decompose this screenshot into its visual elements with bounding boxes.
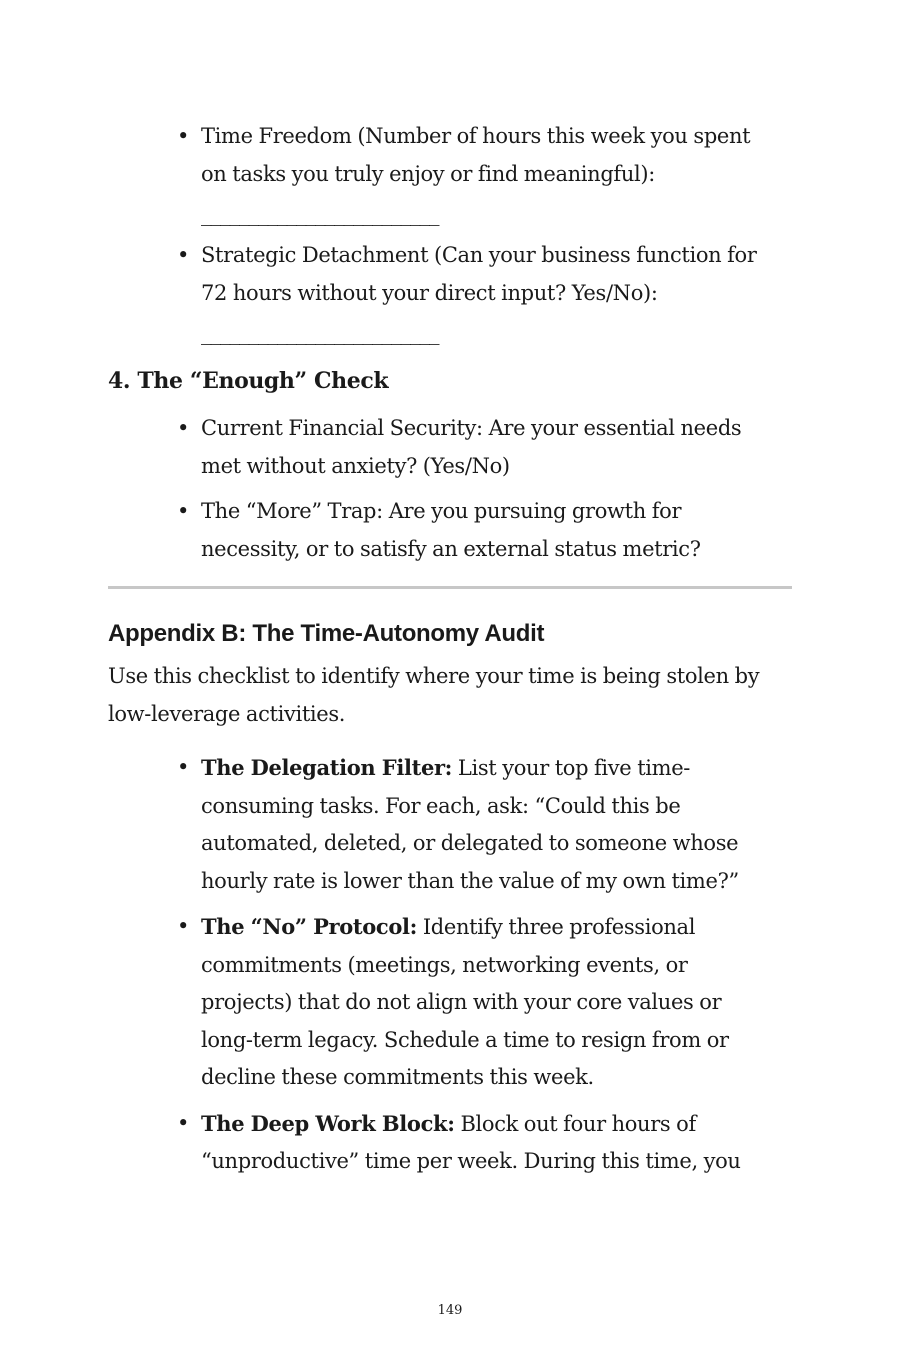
list-item: • Time Freedom (Number of hours this week you spent on tasks you truly enjoy or find meaningful): _________________________ bbox=[201, 118, 792, 229]
page-content bbox=[108, 118, 792, 1181]
bullet-icon: • bbox=[177, 755, 190, 779]
item-title: The Delegation Filter: bbox=[201, 755, 453, 780]
list-item: • Current Financial Security: Are your essential needs met without anxiety? (Yes/No) bbox=[201, 410, 792, 485]
bullet-icon: • bbox=[177, 1110, 190, 1135]
list-item: • The “More” Trap: Are you pursuing growth for necessity, or to satisfy an external status metric? bbox=[201, 493, 792, 568]
answer-blank: _________________________ bbox=[201, 321, 439, 345]
bullet-icon: • bbox=[177, 124, 190, 148]
page-number: 149 bbox=[437, 1303, 463, 1318]
section4-heading: 4. The “Enough” Check bbox=[108, 368, 389, 394]
bullet-icon: • bbox=[177, 243, 190, 267]
bullet-icon: • bbox=[177, 499, 190, 523]
item-title: The Deep Work Block: bbox=[201, 1110, 455, 1136]
list-item: • The Deep Work Block: Block out four hours of “unproductive” time per week. During this time, you bbox=[201, 1105, 792, 1181]
bullet-icon: • bbox=[177, 416, 190, 440]
list-item: • The Delegation Filter: List your top five time- consuming tasks. For each, ask: “Could this be automated, deleted, or delegated to someone whose hourly rate is lower than the value of my own time?” bbox=[201, 749, 792, 900]
appendix-list bbox=[108, 749, 792, 1181]
bullet-icon: • bbox=[177, 914, 190, 938]
answer-blank: _________________________ bbox=[201, 202, 439, 226]
appendix-intro: Use this checklist to identify where your time is being stolen by low-leverage activities. bbox=[108, 664, 760, 726]
item-title: The “No” Protocol: bbox=[201, 914, 418, 939]
section4-list bbox=[108, 410, 792, 568]
list-item: • Strategic Detachment (Can your business function for 72 hours without your direct input? Yes/No): _________________________ bbox=[201, 237, 792, 348]
section3-list bbox=[108, 118, 792, 348]
appendix-heading: Appendix B: The Time-Autonomy Audit bbox=[108, 620, 545, 647]
list-item: • The “No” Protocol: Identify three professional commitments (meetings, networking events, or projects) that do not align with your core values or long-term legacy. Schedule a time to resign from or decline these commitments this week. bbox=[201, 908, 792, 1097]
section-divider bbox=[108, 586, 792, 589]
